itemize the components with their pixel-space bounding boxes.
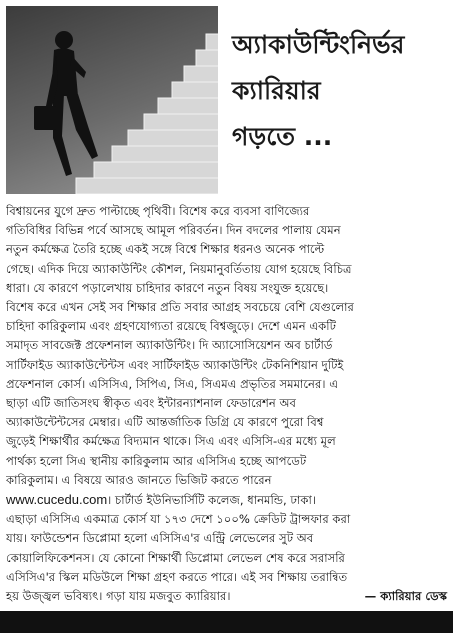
article-line: কোয়ালিফিকেশনস। যে কোনো শিক্ষার্থী ডিপ্লোমা লেভেল শেষ করে সরাসরি [6,550,345,565]
article-line: চাহিদা কারিকুলাম এবং গ্রহণযোগ্যতা রয়েছে বিশ্বজুড়ে। দেশে এমন একটি [6,319,336,334]
bottom-bar [0,611,453,633]
headline-line: ক্যারিয়ার [232,76,321,105]
url-line-rest: । চার্টার্ড ইউনিভার্সিটি কলেজ, ধানমন্ডি, ঢাকা। [107,493,316,508]
headline-line: অ্যাকাউন্টিংনির্ভর [232,30,405,59]
article-line: নতুন কর্মক্ষেত্র তৈরি হচ্ছে একই সঙ্গে বিশ্বে শিক্ষার ধরনও অনেক পাল্টে [6,242,325,257]
article-line: জুড়েই শিক্ষার্থীর কর্মক্ষেত্র বিদ্যমান থাকে। সিএ এবং এসিসি-এর মধ্যে মূল [6,434,336,449]
article-line: ধারা। যে কারণে পড়ালেখায় চাহিদার কারণে নতুন বিষয় সংযুক্ত হয়েছে। [6,280,329,295]
article-line: হয় উজ্জ্বল ভবিষ্যৎ। গড়া যায় মজবুত ক্যারিয়ার। [6,589,231,604]
article-line: প্রফেশনাল কোর্স। এসিসিএ, সিপিএ, সিএ, সিএমএ প্রভৃতির সমমানের। এ [6,376,339,391]
article-line: যায়। ফাউন্ডেশন ডিপ্লোমা হলো এসিসিএ'র এন্ট্রি লেভেলের সুট অব [6,531,314,546]
headline-line: গড়তে ... [232,122,333,151]
staircase-businesswoman-illustration [6,6,218,194]
article-author: — ক্যারিয়ার ডেস্ক [364,589,447,604]
article-body [6,202,447,606]
article-url-line [6,490,447,510]
article-line: অ্যাকাউন্টেন্টসের মেম্বার। এটি আন্তর্জাতিক ডিগ্রি যে কারণে পুরো বিশ্ব [6,415,324,430]
article-line: ছাড়া এটি জাতিসংঘ স্বীকৃত এবং ইন্টারন্যাশনাল ফেডারেশন অব [6,396,296,411]
article-line: সার্টিফাইড অ্যাকাউন্টেন্টস এবং সার্টিফাইড অ্যাকাউন্টিং টেকনিশিয়ান দুটিই [6,357,344,372]
article-line: গেছে। এদিক দিয়ে অ্যাকাউন্টিং কৌশল, নিয়মানুবর্তিতায় যোগ হয়েছে বিচিত্র [6,261,352,276]
article-photo [6,6,218,194]
article-line: গতিবিধির বিভিন্ন পর্বে আসছে আমূল পরিবর্তন। দিন বদলের পালায় যেমন [6,223,341,238]
article-line: কারিকুলাম। এ বিষয়ে আরও জানতে ভিজিট করতে পারেন [6,472,272,487]
article-line: পার্থক্য হলো সিএ স্থানীয় কারিকুলাম আর এসিসিএ হচ্ছে আপডেট [6,453,307,468]
article-last-line [6,587,447,606]
website-link[interactable]: www.cucedu.com [6,492,108,508]
article-headline [232,22,446,160]
article-line: সমাদৃত সাবজেক্ট প্রফেশনাল অ্যাকাউন্টিং। দি অ্যাসোসিয়েশন অব চার্টার্ড [6,338,333,353]
article-line: বিশেষ করে এখন সেই সব শিক্ষার প্রতি সবার আগ্রহ সবচেয়ে বেশি যেগুলোর [6,300,354,315]
article-line: এছাড়া এসিসিএ একমাত্র কোর্স যা ১৭৩ দেশে ১০০% ক্রেডিট ট্রান্সফার করা [6,512,351,527]
article-line: এসিসিএ'র স্কিল মডিউলে শিক্ষা গ্রহণ করতে পারে। এই সব শিক্ষায় তরান্বিত [6,569,348,584]
article-line: বিশ্বায়নের যুগে দ্রুত পাল্টাচ্ছে পৃথিবী। বিশেষ করে ব্যবসা বাণিজ্যের [6,204,310,218]
